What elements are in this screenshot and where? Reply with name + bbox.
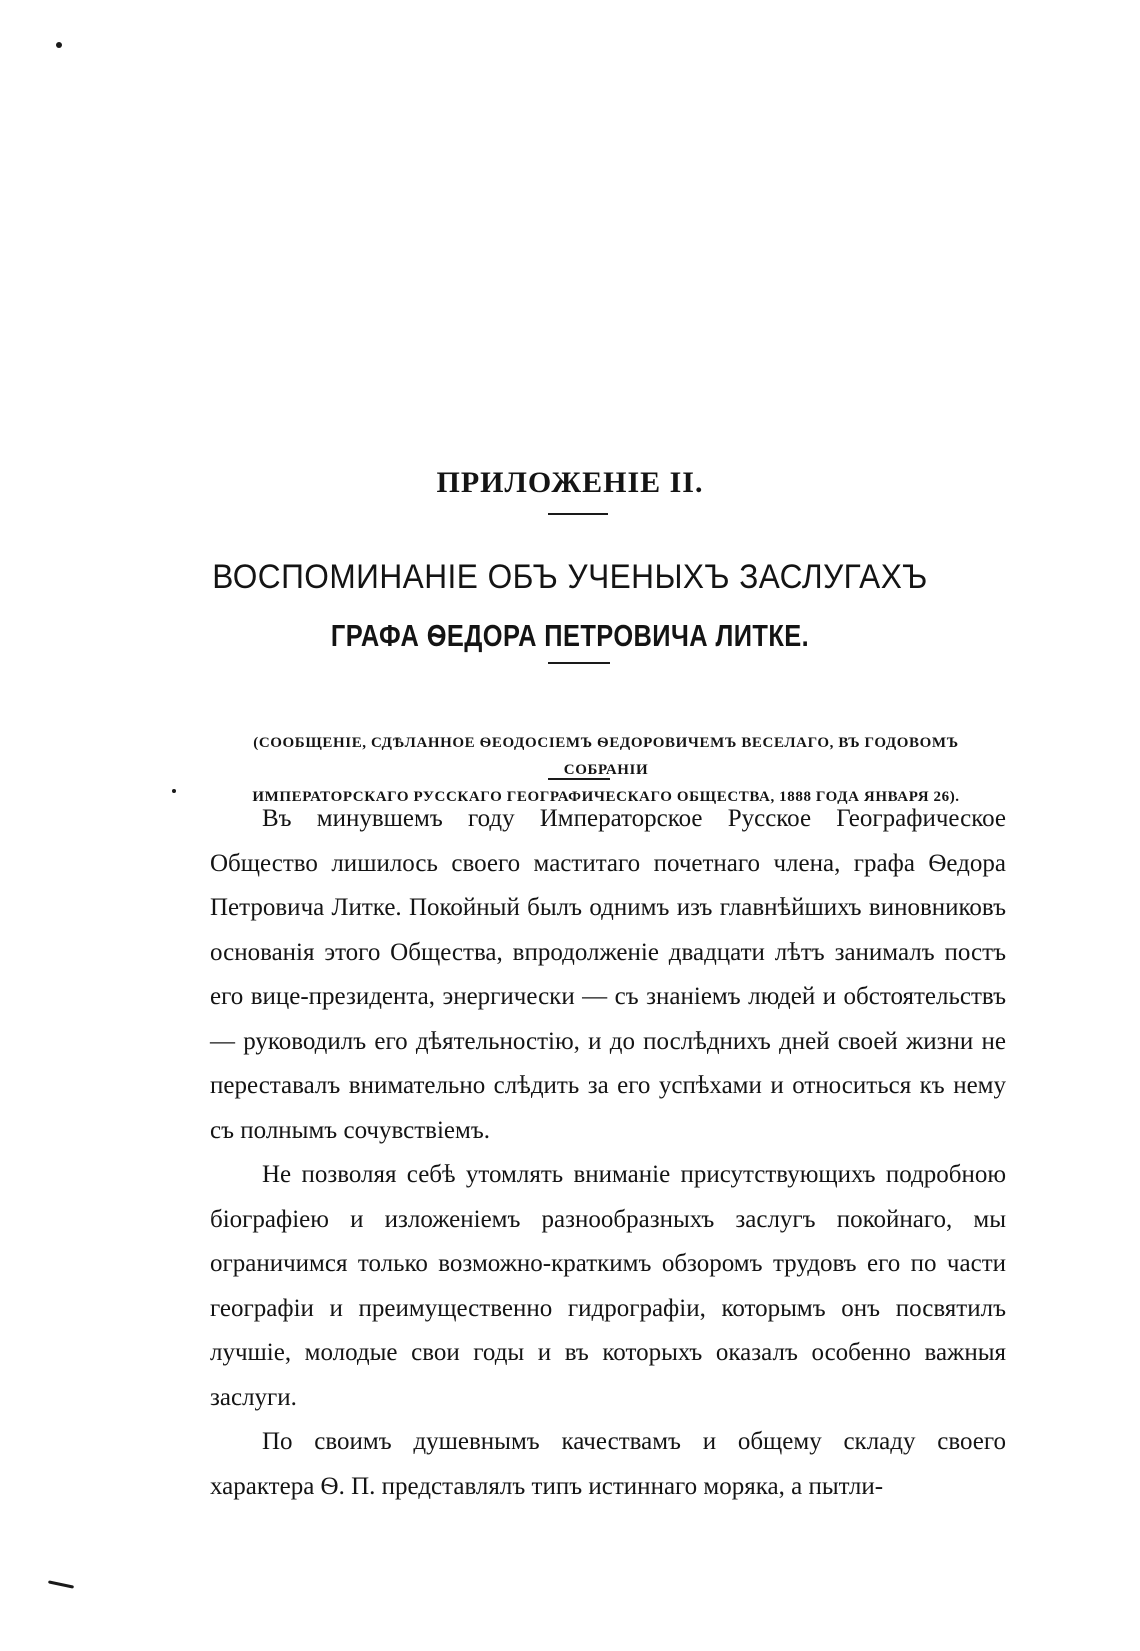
source-note-line-1: (СООБЩЕНІЕ, СДѢЛАННОЕ ѲЕОДОСІЕМЪ ѲЕДОРОВИЧЕМЪ ВЕСЕЛАГО, ВЪ ГОДОВОМЪ СОБРАНІИ <box>253 735 959 778</box>
divider-rule <box>548 778 610 780</box>
paragraph: Не позволяя себѣ утомлять вниманіе присутствующихъ подробною біографіею и изложеніемъ разнообразныхъ заслугъ покойнаго, мы ограничимся только возможно-краткимъ обзоромъ трудовъ его по части географіи и преимущественно гидрографіи, которымъ онъ посвятилъ лучшіе, молодые свои годы и въ которыхъ оказалъ особенно важныя заслуги. <box>210 1161 1006 1411</box>
paragraph: По своимъ душевнымъ качествамъ и общему складу своего характера Ѳ. П. представлялъ типъ истиннаго моряка, а пытли- <box>210 1428 1006 1500</box>
scan-speck <box>56 42 62 48</box>
paragraph: Въ минувшемъ году Императорское Русское Географическое Общество лишилось своего маститаго почетнаго члена, графа Ѳедора Петровича Литке. Покойный былъ однимъ изъ главнѣйшихъ виновниковъ основанія этого Общества, впродолженіе двадцати лѣтъ занималъ постъ его вице-президента, энергически — съ знаніемъ людей и обстоятельствъ — руководилъ его дѣятельностію, и до послѣднихъ дней своей жизни не переставалъ внимательно слѣдить за его успѣхами и относиться къ нему съ полнымъ сочувствіемъ. <box>210 805 1006 1144</box>
divider-rule <box>548 662 610 664</box>
title-line-1: ВОСПОМИНАНІЕ ОБЪ УЧЕНЫХЪ ЗАСЛУГАХЪ <box>212 558 928 596</box>
source-note-line-2: ИМПЕРАТОРСКАГО РУССКАГО ГЕОГРАФИЧЕСКАГО ОБЩЕСТВА, 1888 ГОДА ЯНВАРЯ 26). <box>252 789 960 805</box>
scan-speck <box>172 789 176 793</box>
appendix-title: ПРИЛОЖЕНІЕ II. <box>436 466 704 499</box>
scan-speck <box>48 1580 74 1588</box>
title-line-2: ГРАФА ѲЕДОРА ПЕТРОВИЧА ЛИТКЕ. <box>330 618 810 653</box>
body-text <box>210 797 1006 1509</box>
divider-rule <box>548 513 608 515</box>
